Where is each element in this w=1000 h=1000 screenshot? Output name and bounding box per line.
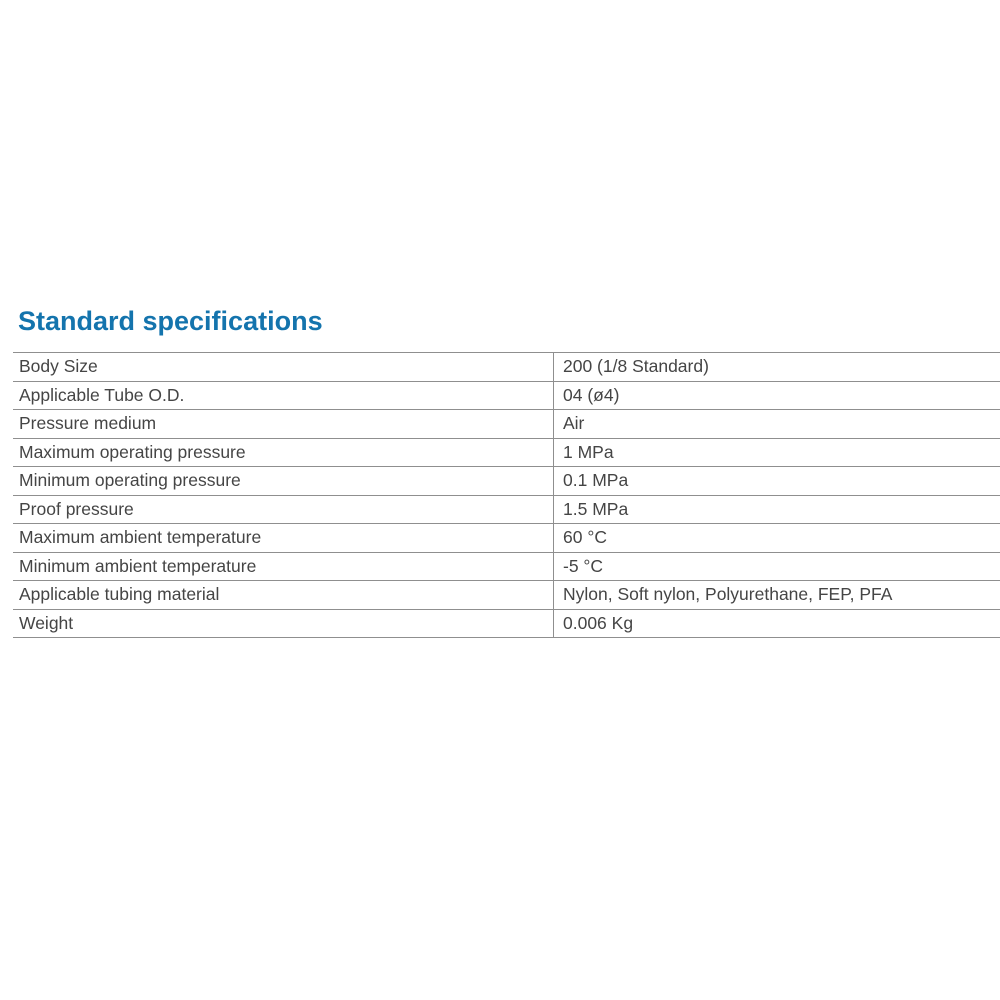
spec-label: Weight [19,612,74,633]
table-row [13,581,1000,610]
spec-value: 1.5 MPa [553,496,1000,524]
table-row [13,439,1000,468]
table-row [13,553,1000,582]
table-row [13,382,1000,411]
table-row [13,353,1000,382]
spec-label: Applicable Tube O.D. [19,384,185,405]
spec-value: 60 °C [553,524,1000,552]
table-row [13,467,1000,496]
spec-value: 0.006 Kg [553,610,1000,638]
spec-value: Air [553,410,1000,438]
spec-value: 04 (ø4) [553,382,1000,410]
spec-label: Proof pressure [19,498,134,519]
spec-label: Pressure medium [19,413,157,434]
table-row [13,524,1000,553]
spec-value: 200 (1/8 Standard) [553,353,1000,381]
spec-table [13,352,1000,638]
spec-value: 1 MPa [553,439,1000,467]
table-row [13,610,1000,639]
spec-label: Maximum operating pressure [19,441,246,462]
spec-label: Minimum operating pressure [19,470,241,491]
spec-label: Maximum ambient temperature [19,527,262,548]
spec-label: Body Size [19,356,98,377]
spec-value: -5 °C [553,553,1000,581]
table-row [13,410,1000,439]
table-row [13,496,1000,525]
spec-label: Applicable tubing material [19,584,220,605]
spec-value: Nylon, Soft nylon, Polyurethane, FEP, PFA [553,581,1000,609]
page-title: Standard specifications [18,306,323,336]
spec-value: 0.1 MPa [553,467,1000,495]
spec-label: Minimum ambient temperature [19,555,257,576]
